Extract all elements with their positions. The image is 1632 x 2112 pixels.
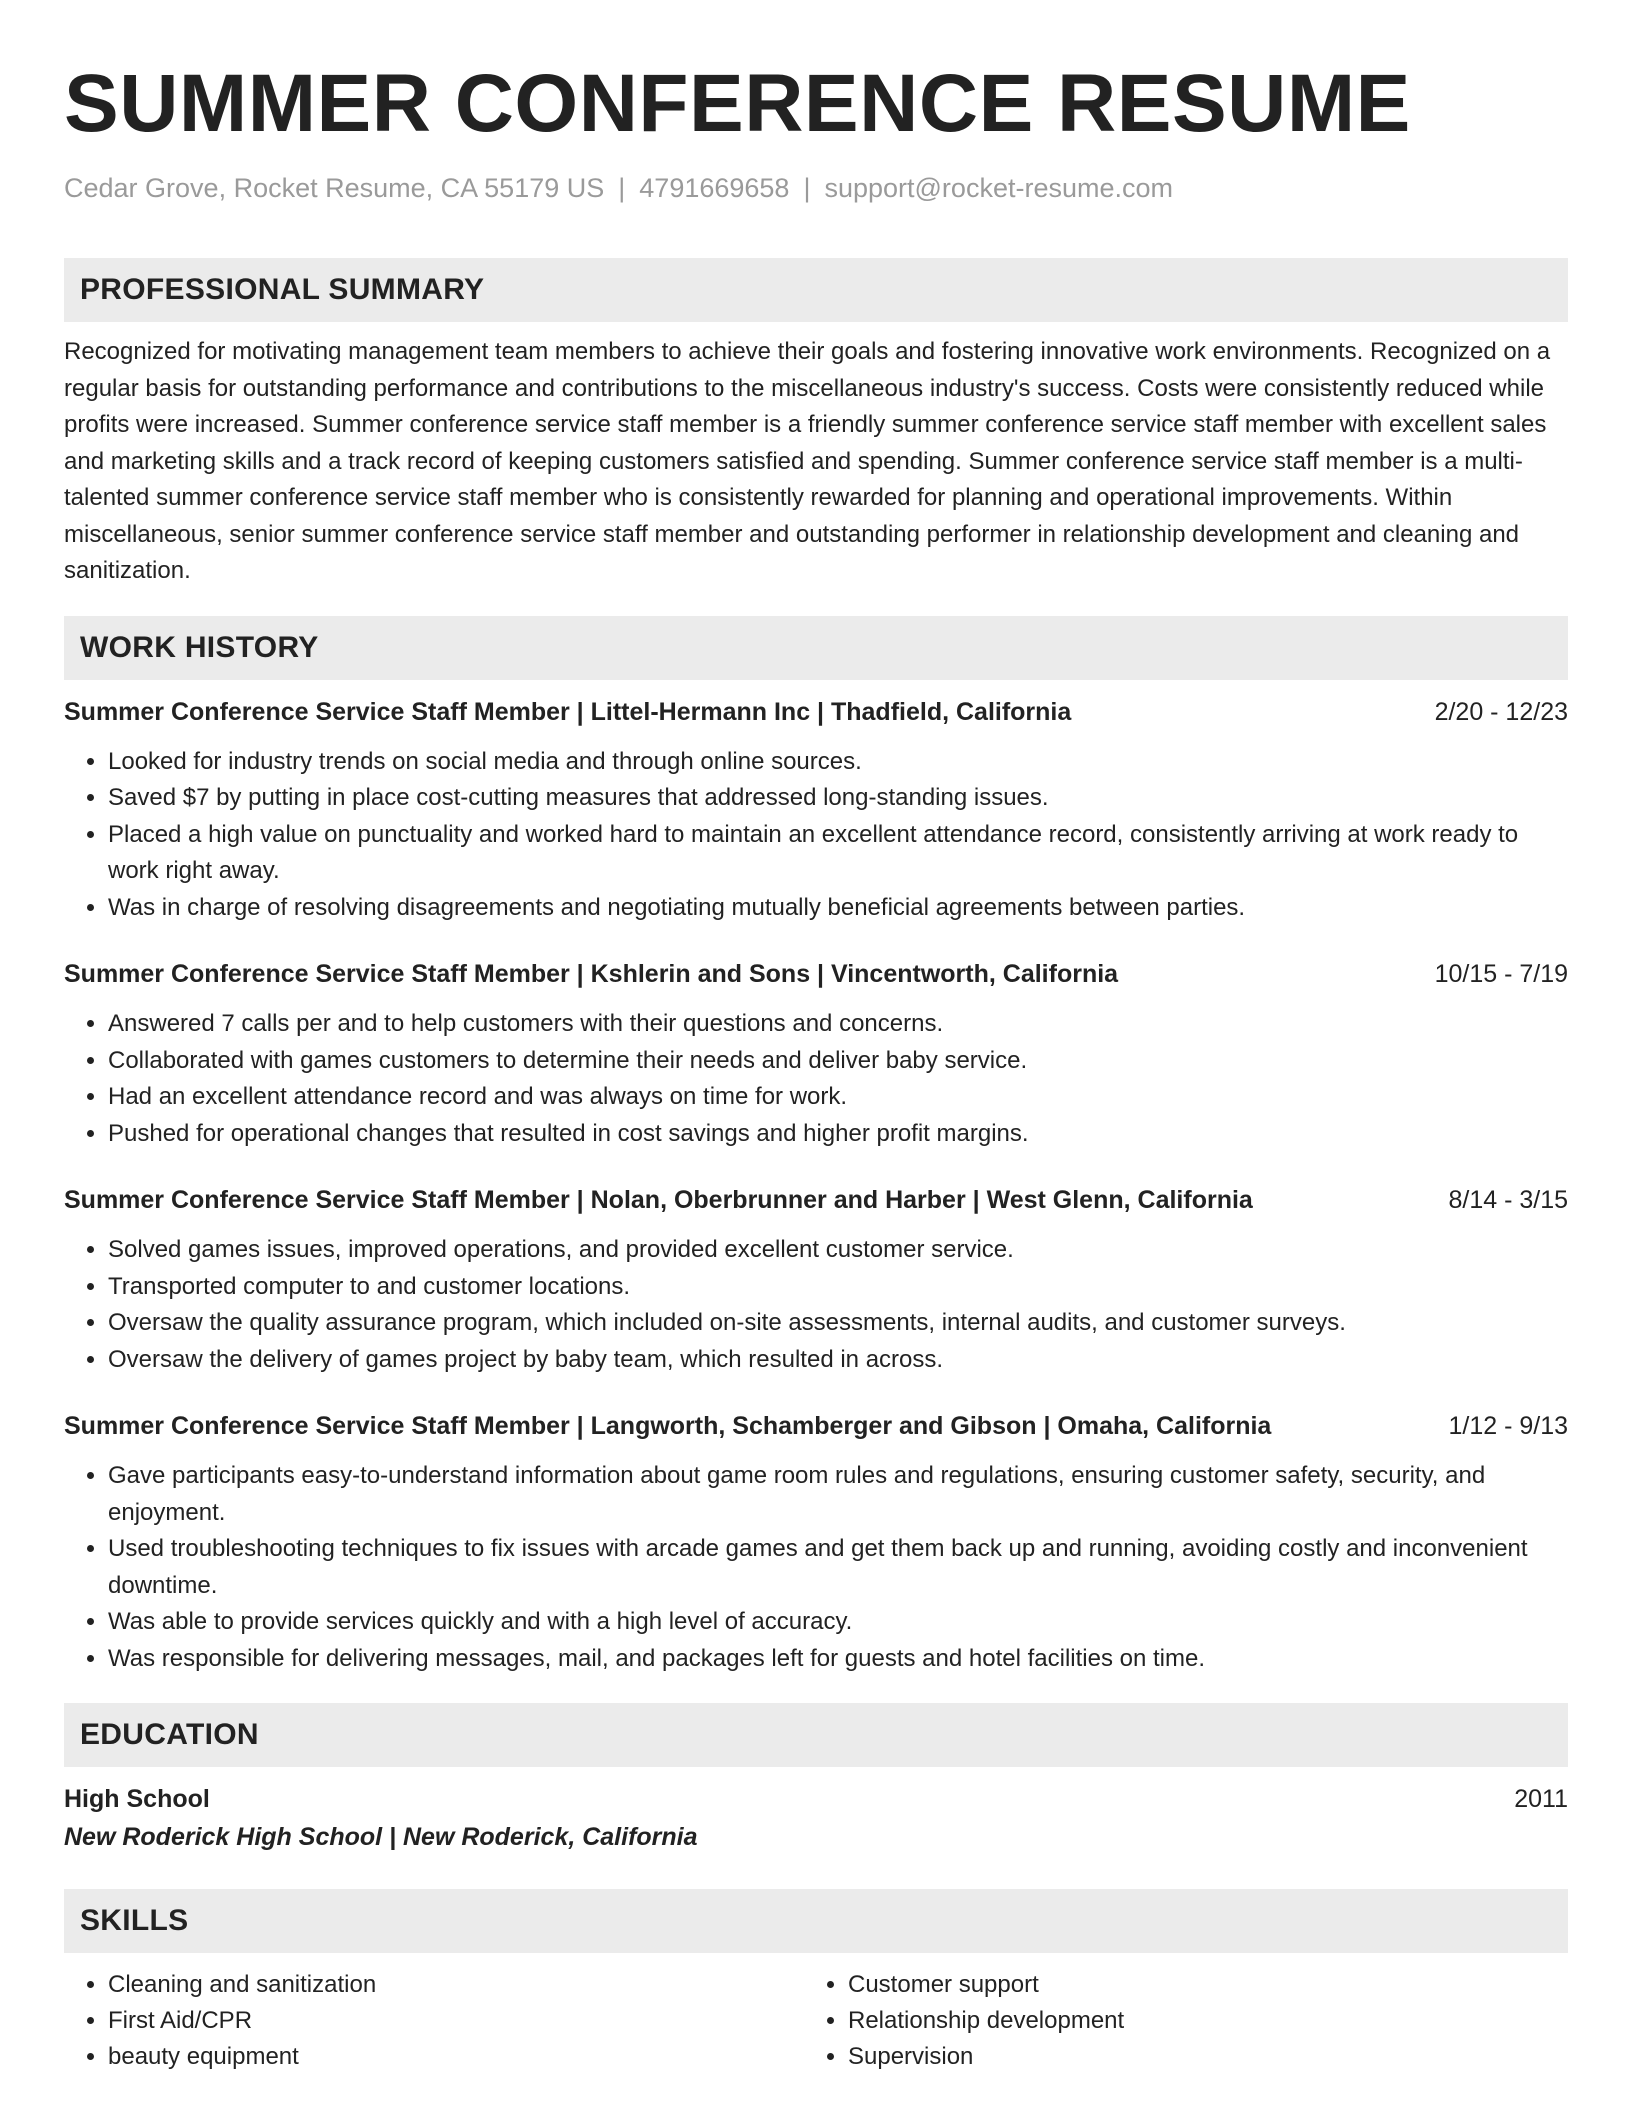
job-title: Summer Conference Service Staff Member | Langworth, Schamberger and Gibson | Omaha, California: [64, 1412, 1272, 1440]
section-header-skills: SKILLS: [64, 1889, 1568, 1953]
job-bullet: • Looked for industry trends on social media and through online sources.: [108, 744, 1568, 781]
section-header-education: EDUCATION: [64, 1703, 1568, 1767]
contact-line: [64, 170, 1568, 206]
job-header: [64, 956, 1568, 992]
job-bullet: • Placed a high value on punctuality and worked hard to maintain an excellent attendance record, consistently arriving at work ready to work right away.: [108, 817, 1568, 890]
section-header-work-history: WORK HISTORY: [64, 616, 1568, 680]
education-year: 2011: [1514, 1785, 1568, 1813]
skill-item: • Relationship development: [848, 2003, 1544, 2039]
contact-separator: |: [803, 173, 811, 203]
skill-item: • First Aid/CPR: [108, 2003, 804, 2039]
job-entry: [64, 956, 1568, 1152]
resume-title: SUMMER CONFERENCE RESUME: [64, 58, 1411, 149]
job-bullets: [64, 1232, 1568, 1378]
skill-item: • Customer support: [848, 1967, 1544, 2003]
job-bullet: • Collaborated with games customers to determine their needs and deliver baby service.: [108, 1043, 1568, 1080]
job-bullets: [64, 744, 1568, 927]
job-bullet: • Answered 7 calls per and to help customers with their questions and concerns.: [108, 1006, 1568, 1043]
job-bullet: • Solved games issues, improved operations, and provided excellent customer service.: [108, 1232, 1568, 1269]
job-entry: [64, 1182, 1568, 1378]
skills-list-left: [64, 1967, 804, 2075]
skills-columns: [64, 1967, 1568, 2075]
education-entry: [64, 1781, 1568, 1855]
job-header: [64, 1182, 1568, 1218]
job-bullet: • Pushed for operational changes that resulted in cost savings and higher profit margins.: [108, 1116, 1568, 1153]
job-bullet: • Used troubleshooting techniques to fix issues with arcade games and get them back up and running, avoiding costly and inconvenient downtime.: [108, 1531, 1568, 1604]
job-dates: 10/15 - 7/19: [1434, 960, 1568, 988]
section-header-summary: PROFESSIONAL SUMMARY: [64, 258, 1568, 322]
job-bullet: • Gave participants easy-to-understand information about game room rules and regulations, ensuring customer safety, security, and enjoyment.: [108, 1458, 1568, 1531]
job-bullet: • Was in charge of resolving disagreements and negotiating mutually beneficial agreements between parties.: [108, 890, 1568, 927]
job-bullet: • Oversaw the delivery of games project by baby team, which resulted in across.: [108, 1342, 1568, 1379]
education-header: [64, 1781, 1568, 1817]
job-title: Summer Conference Service Staff Member | Littel-Hermann Inc | Thadfield, California: [64, 697, 1072, 726]
job-title: Summer Conference Service Staff Member | Nolan, Oberbrunner and Harber | West Glenn, California: [64, 1186, 1253, 1214]
job-bullet: • Saved $7 by putting in place cost-cutting measures that addressed long-standing issues.: [108, 780, 1568, 817]
job-header: [64, 1408, 1568, 1444]
job-dates: 1/12 - 9/13: [1448, 1412, 1568, 1440]
job-bullets: [64, 1006, 1568, 1152]
job-title: Summer Conference Service Staff Member | Kshlerin and Sons | Vincentworth, California: [64, 960, 1119, 988]
job-entry: [64, 1408, 1568, 1677]
job-header: [64, 694, 1568, 730]
contact-separator: |: [618, 173, 626, 203]
job-bullet: • Was able to provide services quickly and with a high level of accuracy.: [108, 1604, 1568, 1641]
job-bullets: [64, 1458, 1568, 1677]
job-bullet: • Oversaw the quality assurance program, which included on-site assessments, internal audits, and customer surveys.: [108, 1305, 1568, 1342]
skill-item: • beauty equipment: [108, 2039, 804, 2075]
job-dates: 8/14 - 3/15: [1448, 1186, 1568, 1214]
job-bullet: • Had an excellent attendance record and was always on time for work.: [108, 1079, 1568, 1116]
summary-text: Recognized for motivating management team members to achieve their goals and fostering innovative work environments. Recognized on a regular basis for outstanding performance and contributions to the miscellaneous industry's success. Costs were consistently reduced while profits were increased. Summer conference service staff member is a friendly summer conference service staff member with excellent sales and marketing skills and a track record of keeping customers satisfied and spending. Summer conference service staff member is a multi-talented summer conference service staff member who is consistently rewarded for planning and operational improvements. Within miscellaneous, senior summer conference service staff member and outstanding performer in relationship development and cleaning and sanitization.: [64, 338, 1551, 584]
skill-item: • Cleaning and sanitization: [108, 1967, 804, 2003]
contact-phone: 4791669658: [639, 173, 790, 203]
contact-email: support@rocket-resume.com: [824, 173, 1173, 203]
education-school: New Roderick High School | New Roderick, California: [64, 1823, 698, 1851]
contact-address: Cedar Grove, Rocket Resume, CA 55179 US: [64, 173, 605, 203]
job-entry: [64, 694, 1568, 927]
job-bullet: • Transported computer to and customer locations.: [108, 1269, 1568, 1306]
skills-list-right: [804, 1967, 1544, 2075]
education-degree: High School: [64, 1785, 210, 1813]
skill-item: • Supervision: [848, 2039, 1544, 2075]
job-bullet: • Was responsible for delivering messages, mail, and packages left for guests and hotel facilities on time.: [108, 1641, 1568, 1678]
job-dates: 2/20 - 12/23: [1434, 697, 1568, 726]
